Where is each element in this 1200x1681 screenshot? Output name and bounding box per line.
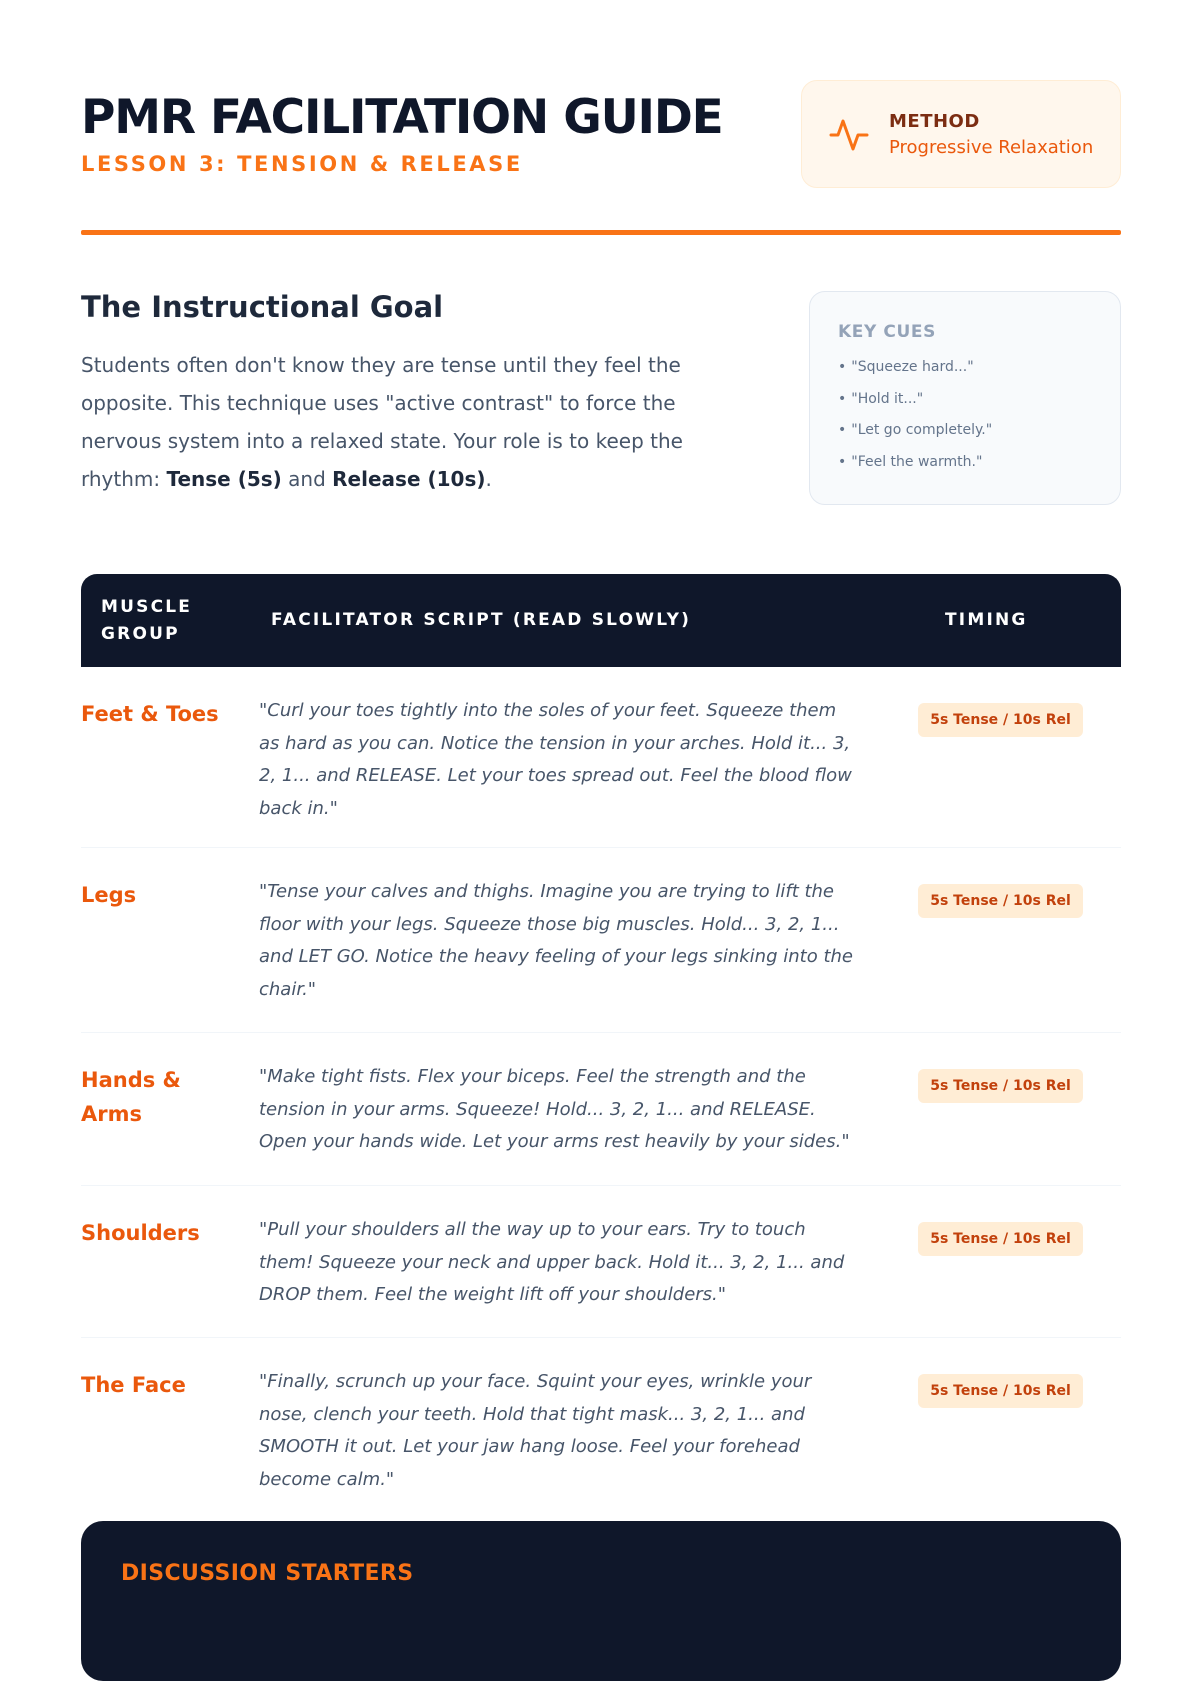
- timing-badge: 5s Tense / 10s Rel: [918, 884, 1083, 918]
- method-label: METHOD: [889, 111, 980, 132]
- key-cue-item: • "Let go completely.": [838, 419, 1092, 451]
- goal-text-intro: Students often don't know they are tense until they feel the opposite. This technique uses "active contrast" to force the nervous system into a relaxed state. Your role is to keep the rhythm:: [81, 353, 683, 491]
- table-row: [81, 848, 1121, 1033]
- key-cues-card: [809, 291, 1121, 505]
- column-header-muscle: MUSCLE GROUP: [101, 597, 193, 644]
- muscle-group: Legs: [81, 883, 137, 907]
- goal-period: .: [485, 467, 492, 491]
- goal-and: and: [281, 467, 333, 491]
- table-row: [81, 667, 1121, 848]
- lesson-subtitle: LESSON 3: TENSION & RELEASE: [81, 152, 523, 176]
- table-row: [81, 1338, 1121, 1498]
- goal-release: Release (10s): [332, 467, 486, 491]
- table-header: [81, 574, 1121, 667]
- facilitator-script: "Tense your calves and thighs. Imagine you are trying to lift the floor with your legs. Squeeze those big muscles. Hold... 3, 2, 1... and LET GO. Notice the heavy feeling of your legs sinking into the chair.": [259, 881, 853, 1000]
- key-cue-item: • "Squeeze hard...": [838, 356, 1092, 388]
- column-header-script: FACILITATOR SCRIPT (READ SLOWLY): [271, 610, 692, 630]
- key-cue-item: • "Feel the warmth.": [838, 451, 1092, 483]
- muscle-group: Shoulders: [81, 1221, 200, 1245]
- header-divider: [81, 230, 1121, 235]
- header: [81, 80, 1121, 190]
- discussion-starters-panel: [81, 1521, 1121, 1681]
- muscle-group: Hands & Arms: [81, 1068, 181, 1126]
- script-table: [81, 574, 1121, 1498]
- goal-title: The Instructional Goal: [81, 290, 444, 324]
- timing-badge: 5s Tense / 10s Rel: [918, 1069, 1083, 1103]
- muscle-group: The Face: [81, 1373, 186, 1397]
- column-header-timing: TIMING: [945, 610, 1028, 630]
- goal-tense: Tense (5s): [166, 467, 282, 491]
- key-cue-item: • "Hold it...": [838, 388, 1092, 420]
- facilitator-script: "Pull your shoulders all the way up to your ears. Try to touch them! Squeeze your neck and upper back. Hold it... 3, 2, 1... and DROP them. Feel the weight lift off your shoulders.": [259, 1219, 845, 1305]
- page-title: PMR FACILITATION GUIDE: [81, 90, 723, 145]
- method-card: [801, 80, 1121, 188]
- key-cues-list: [838, 356, 1092, 482]
- facilitator-script: "Finally, scrunch up your face. Squint your eyes, wrinkle your nose, clench your teeth. Hold that tight mask... 3, 2, 1... and SMOOTH it out. Let your jaw hang loose. Feel your forehead become calm.": [259, 1371, 812, 1490]
- timing-badge: 5s Tense / 10s Rel: [918, 703, 1083, 737]
- facilitator-script: "Make tight fists. Flex your biceps. Feel the strength and the tension in your arms. Squeeze! Hold... 3, 2, 1... and RELEASE. Open your hands wide. Let your arms rest heavily by your sides.": [259, 1066, 850, 1152]
- facilitator-script: "Curl your toes tightly into the soles of your feet. Squeeze them as hard as you can. Notice the tension in your arches. Hold it... 3, 2, 1... and RELEASE. Let your toes spread out. Feel the blood flow back in.": [259, 700, 852, 819]
- timing-badge: 5s Tense / 10s Rel: [918, 1222, 1083, 1256]
- pulse-icon: [828, 113, 870, 155]
- muscle-group: Feet & Toes: [81, 702, 219, 726]
- goal-text: [81, 346, 741, 498]
- discussion-title: DISCUSSION STARTERS: [121, 1561, 414, 1586]
- key-cues-title: KEY CUES: [838, 322, 936, 342]
- table-row: [81, 1186, 1121, 1338]
- table-row: [81, 1033, 1121, 1186]
- method-value: Progressive Relaxation: [889, 137, 1094, 158]
- timing-badge: 5s Tense / 10s Rel: [918, 1374, 1083, 1408]
